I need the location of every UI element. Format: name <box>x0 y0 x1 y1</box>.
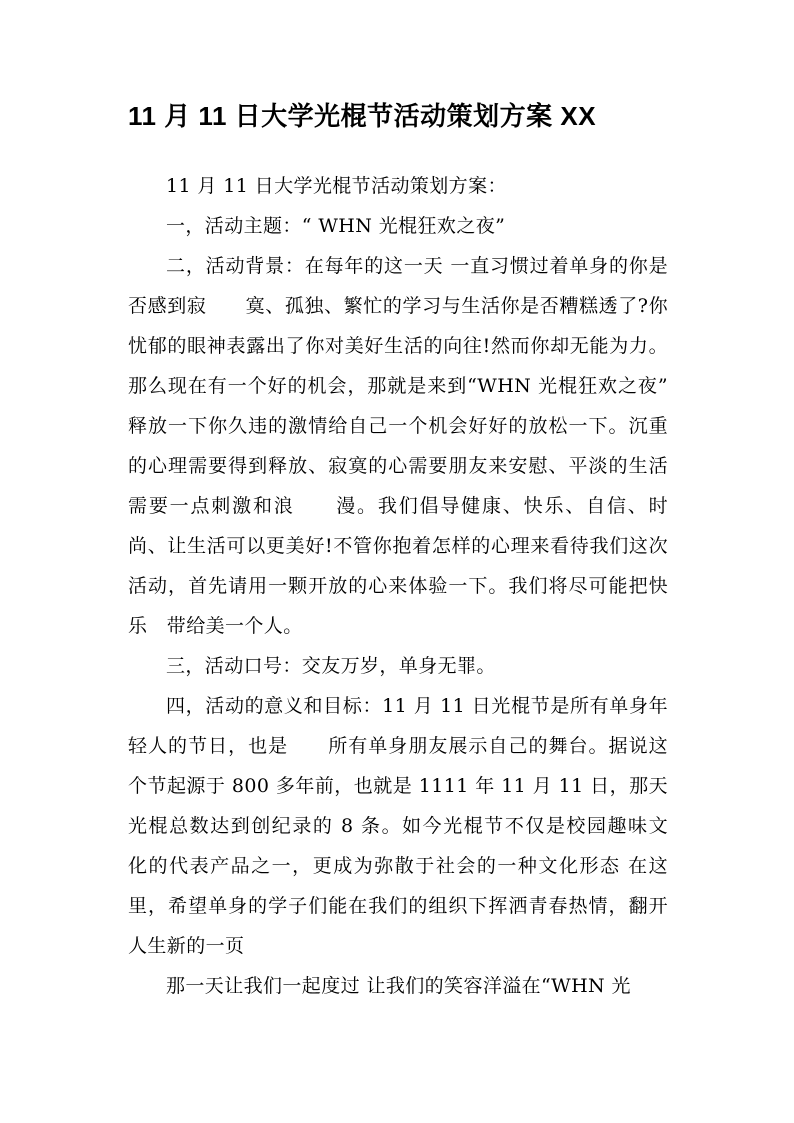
document-body <box>128 96 707 1006</box>
paragraph-intro-heading: 11 月 11 日大学光棍节活动策划方案： <box>166 175 507 197</box>
page-title: 11 月 11 日大学光棍节活动策划方案 XX <box>128 101 597 131</box>
paragraph-section-three-slogan: 三，活动口号：交友万岁，单身无罪。 <box>166 655 496 677</box>
paragraph-section-one-theme: 一，活动主题：“ WHN 光棍狂欢之夜” <box>166 215 506 237</box>
paragraph-section-four-closing: 那一天让我们一起度过 让我们的笑容洋溢在“WHN 光 <box>166 975 631 997</box>
paragraph-section-two-background: 二，活动背景：在每年的这一天 一直习惯过着单身的你是否感到寂 寞、孤独、繁忙的学习与生活你是否糟糕透了?你忧郁的眼神表露出了你对美好生活的向往!然而你却无能为力。那么现在有一个好的机会，那就是来到“WHN 光棍狂欢之夜”释放一下你久违的激情给自己一个机会好好的放松一下。沉重的心理需要得到释放、寂寞的心需要朋友来安慰、平淡的生活需要一点刺激和浪 漫。我们倡导健康、快乐、自信、时尚、让生活可以更美好!不管你抱着怎样的心理来看待我们这次活动，首先请用一颗开放的心来体验一下。我们将尽可能把快乐 带给美一个人。 <box>128 255 668 637</box>
paragraph-section-four-meaning: 四，活动的意义和目标：11 月 11 日光棍节是所有单身年轻人的节日，也是 所有单身朋友展示自己的舞台。据说这个节起源于 800 多年前，也就是 1111 年 11 月 11 日，那天光棍总数达到创纪录的 8 条。如今光棍节不仅是校园趣味文 化的代表产品之一，更成为弥散于社会的一种文化形态 在这里，希望单身的学子们能在我们的组织下挥洒青春热情，翻开人生新的一页 <box>128 695 707 957</box>
